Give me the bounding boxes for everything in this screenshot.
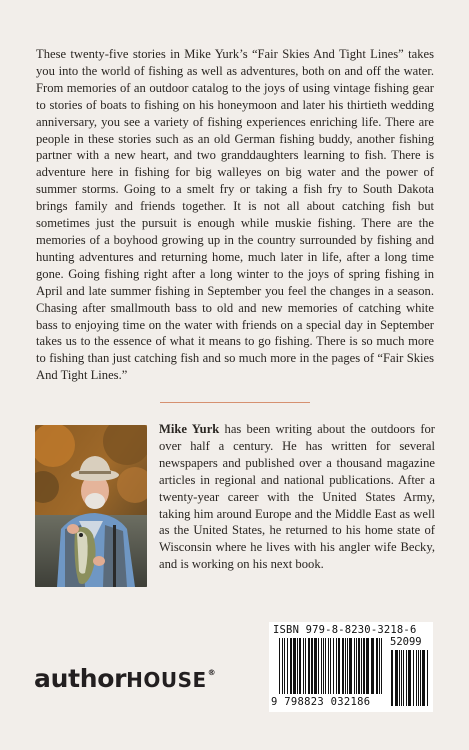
registered-mark: ® <box>207 668 216 677</box>
author-bio <box>159 421 435 573</box>
author-photo <box>35 425 147 587</box>
ean-digits: 9 798823 032186 <box>271 696 371 708</box>
isbn-label: ISBN 979-8-8230-3218-6 <box>273 624 417 636</box>
publisher-logo <box>34 664 215 693</box>
logo-upper-text: HOUSE <box>126 668 207 692</box>
price-code-label: 52099 <box>390 636 422 648</box>
back-cover-blurb: These twenty-five stories in Mike Yurk’s “Fair Skies And Tight Lines” takes you into the world of fishing as well as adventures, both on and off the water. From memories of an outdoor catalog to the joys of using vintage fishing gear to stories of boats to fishing on his honeymoon and later his thirtieth wedding anniversary, you see a variety of fishing experiences enriching life. There are people in these stories such as an old German fishing buddy, another fishing partner with a new heart, and two granddaughters learning to fish. There is adventure here in fishing for big walleyes on big water and the power of summer storms. Going to a smelt fry or taking a fish fry to South Dakota brings family and friends together. It is not all about catching fish but sometimes just the pursuit is enough while muskie fishing. There are the memories of a boyhood growing up in the country surrounded by fishing and hunting adventures and returning home, much later in life, after a long time gone. Going fishing right after a long winter to the joys of spring fishing in April and late summer fishing in September you feel the changes in a season. Chasing after smallmouth bass to old and new memories of catching white bass to enjoying time on the water with friends on a special day in September takes us to the essence of what it means to go fishing. There is so much more to fishing than just catching fish and so much more in the pages of “Fair Skies And Tight Lines.” <box>36 47 434 383</box>
author-bio-text: has been writing about the outdoors for over half a century. He has written for several newspapers and published over a thousand magazine articles in regional and national publications. After a twenty-year career with the United States Army, taking him around Europe and the Middle East as well as the United States, he returned to his home state of Wisconsin where he lives with his angler wife Becky, and is working on his next book. <box>159 422 436 572</box>
isbn-barcode-box <box>269 622 433 712</box>
author-name: Mike Yurk <box>159 422 220 436</box>
logo-lower-text: author <box>34 664 127 693</box>
section-divider <box>160 402 310 403</box>
